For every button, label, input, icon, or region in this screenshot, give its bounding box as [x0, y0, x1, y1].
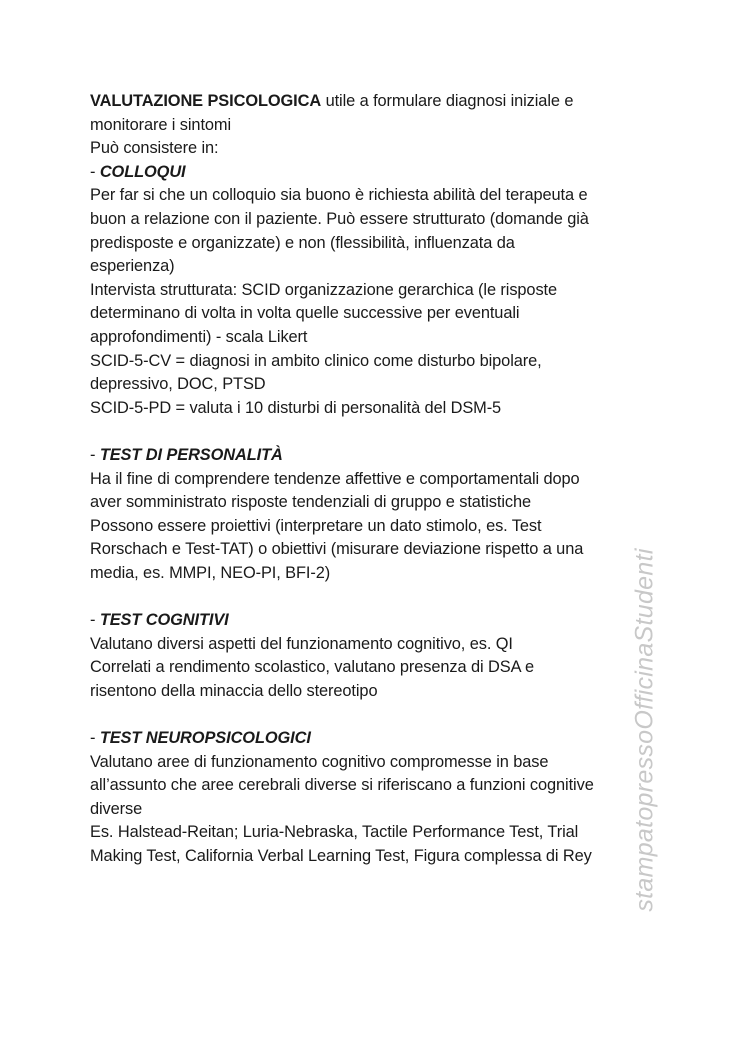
heading-text: TEST COGNITIVI [99, 611, 229, 630]
heading-text: COLLOQUI [99, 162, 186, 181]
section-heading [90, 161, 650, 185]
body-line: Making Test, California Verbal Learning Test, Figura complessa di Rey [90, 847, 592, 865]
heading-prefix: - [90, 162, 100, 181]
intro-line: Può consistere in: [90, 139, 219, 158]
section-heading [90, 444, 650, 468]
body-line: all’assunto che aree cerebrali diverse si riferiscano a funzioni cognitive [90, 776, 594, 795]
intro-title: VALUTAZIONE PSICOLOGICA [90, 92, 322, 110]
body-line: Es. Halstead-Reitan; Luria-Nebraska, Tactile Performance Test, Trial [90, 823, 579, 842]
body-line: determinano di volta in volta quelle successive per eventuali [90, 304, 520, 323]
body-line: approfondimenti) - scala Likert [90, 327, 308, 346]
body-line: predisposte e organizzate) e non (flessibilità, influenzata da [90, 233, 515, 252]
body-line: Correlati a rendimento scolastico, valutano presenza di DSA e [90, 658, 534, 677]
heading-text: TEST NEUROPSICOLOGICI [99, 729, 311, 748]
body-line: esperienza) [90, 257, 175, 276]
document-page [90, 90, 650, 869]
heading-prefix: - [90, 611, 100, 630]
body-line: Valutano diversi aspetti del funzionamento cognitivo, es. QI [90, 634, 513, 653]
body-line: Rorschach e Test-TAT) o obiettivi (misurare deviazione rispetto a una [90, 540, 584, 559]
watermark: stampatopressoOfficinaStudenti [630, 548, 659, 912]
section-heading [90, 609, 650, 633]
body-line: SCID-5-PD = valuta i 10 disturbi di personalità del DSM-5 [90, 398, 502, 417]
sections [90, 161, 650, 869]
body-line: media, es. MMPI, NEO-PI, BFI-2) [90, 563, 331, 582]
body-line: Intervista strutturata: SCID organizzazione gerarchica (le risposte [90, 280, 558, 299]
section-heading [90, 727, 650, 751]
body-line: buon a relazione con il paziente. Può essere strutturato (domande già [90, 209, 589, 228]
body-line: Ha il fine di comprendere tendenze affettive e comportamentali dopo [90, 469, 580, 488]
body-line: Per far si che un colloquio sia buono è richiesta abilità del terapeuta e [90, 186, 588, 205]
heading-text: TEST DI PERSONALITÀ [99, 445, 283, 464]
body-line: risentono della minaccia dello stereotipo [90, 681, 378, 700]
heading-prefix: - [90, 729, 100, 748]
blank-line [90, 420, 650, 444]
blank-line [90, 703, 650, 727]
intro-title-rest: utile a formulare diagnosi iniziale e [321, 92, 574, 110]
body-line: depressivo, DOC, PTSD [90, 375, 266, 394]
body-line: diverse [90, 799, 143, 818]
body-line: SCID-5-CV = diagnosi in ambito clinico come disturbo bipolare, [90, 351, 542, 370]
intro-line: monitorare i sintomi [90, 115, 232, 134]
body-line: Valutano aree di funzionamento cognitivo compromesse in base [90, 752, 549, 771]
intro-line [90, 90, 650, 114]
blank-line [90, 585, 650, 609]
body-line: Possono essere proiettivi (interpretare un dato stimolo, es. Test [90, 516, 542, 535]
body-line: aver somministrato risposte tendenziali di gruppo e statistiche [90, 493, 532, 512]
heading-prefix: - [90, 445, 100, 464]
